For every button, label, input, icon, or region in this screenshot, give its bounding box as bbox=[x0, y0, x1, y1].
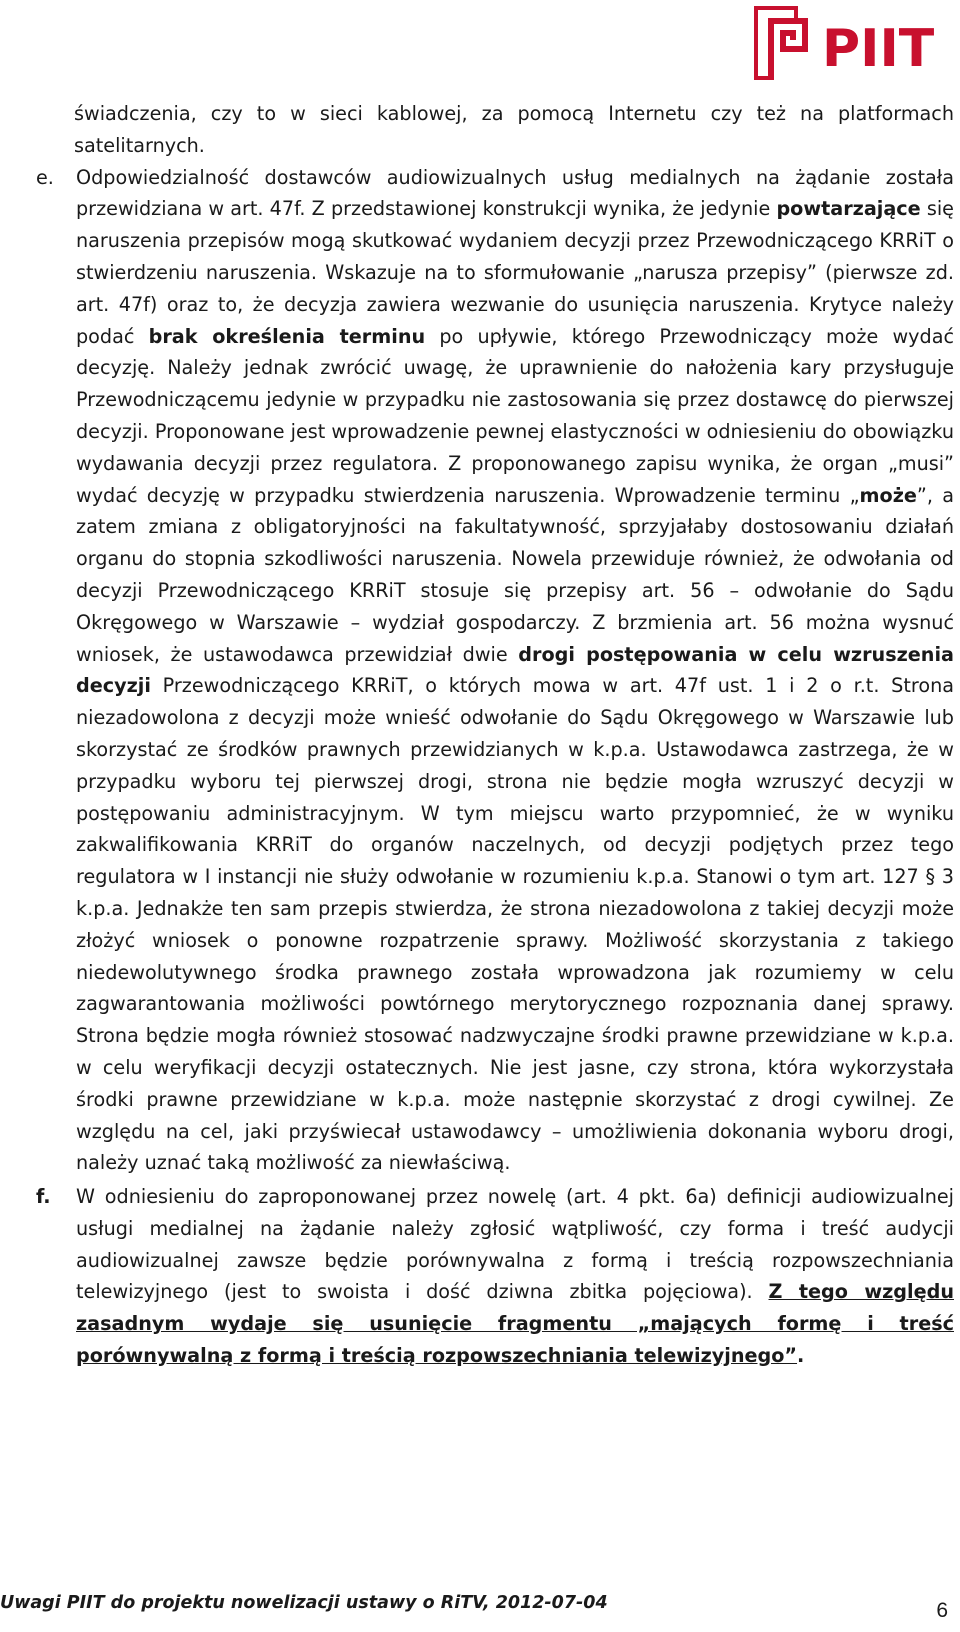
text-segment: ”, a zatem zmiana z obligatoryjności na fakultatywność, sprzyjałaby dostosowaniu działań organu do stopnia szkodliwości naruszenia. Nowela przewiduje również, że odwołania od decyzji Przewodniczącego KRRiT stosuje się przepisy art. 56 – odwołanie do Sądu Okręgowego w Warszawie – wydział gospodarczy. Z brzmienia art. 56 można wysnuć wniosek, że ustawodawca przewidział dwie bbox=[76, 483, 954, 666]
page-number: 6 bbox=[936, 1599, 948, 1622]
piit-logo bbox=[752, 4, 956, 84]
list-item-f-text bbox=[76, 1181, 954, 1372]
logo-wordmark: PIIT bbox=[822, 19, 935, 79]
list-marker-e: e. bbox=[36, 165, 54, 189]
text-segment: się naruszenia przepisów mogą skutkować wydaniem decyzji przez Przewodniczącego KRRiT o stwierdzeniu naruszenia. Wskazuje na to sformułowanie „narusza przepisy” (pierwsze zd. art. 47f) oraz to, że decyzja zawiera wezwanie do usunięcia naruszenia. Krytyce należy podać bbox=[76, 197, 954, 348]
list-item-e bbox=[36, 162, 955, 1180]
document-body bbox=[36, 98, 955, 1372]
page-footer bbox=[0, 1593, 960, 1623]
list-item-e-text bbox=[76, 162, 954, 1180]
text-segment: W odniesieniu do zaproponowanej przez nowelę (art. 4 pkt. 6a) definicji audiowizualnej usługi medialnej na żądanie należy zgłosić wątpliwość, czy forma i treść audycji audiowizualnej zawsze będzie porównywalna z formą i treścią rozpowszechniania telewizyjnego (jest to swoista i dość dziwna zbitka pojęciowa). bbox=[76, 1185, 954, 1304]
text-segment: Przewodniczącego KRRiT, o których mowa w art. 47f ust. 1 i 2 o r.t. Strona niezadowolona z decyzji może wnieść odwołanie do Sądu Okręgowego w Warszawie lub skorzystać ze środków prawnych przewidzianych w k.p.a. Ustawodawca zastrzega, że w przypadku wyboru tej pierwszej drogi, strona nie będzie mogła wzruszyć decyzji w postępowaniu administracyjnym. W tym miejscu warto przypomnieć, że w wyniku zakwalifikowania KRRiT do organów naczelnych, od decyzji podjętych przez tego regulatora w I instancji nie służy odwołanie w rozumieniu k.p.a. Stanowi o tym art. 127 § 3 k.p.a. Jednakże ten sam przepis stwierdza, że strona niezadowolona z takiej decyzji może złożyć wniosek o ponowne rozpatrzenie sprawy. Możliwość skorzystania z takiego niedewolutywnego środka prawnego została wprowadzona jak rozumiemy w celu zagwarantowania możliwości powtórnego merytorycznego rozpoznania danej sprawy. Strona będzie mogła również stosować nadzwyczajne środki prawne przewidziane w k.p.a. w celu weryfikacji decyzji ostatecznych. Nie jest jasne, czy strona, która wykorzystała środki prawne przewidziane w k.p.a. może następnie skorzystać z drogi cywilnej. Ze względu na cel, jaki przyświecał ustawodawcy – umożliwienia dokonania wyboru drogi, należy uznać taką możliwość za niewłaściwą. bbox=[76, 674, 954, 1175]
list-marker-f: f. bbox=[36, 1185, 51, 1209]
text-segment: po upływie, którego Przewodniczący może wydać decyzję. Należy jednak zwrócić uwagę, że uprawnienie do nałożenia kary przysługuje Przewodniczącemu jedynie w przypadku nie zastosowania się przez dostawcę do pierwszej decyzji. Proponowane jest wprowadzenie pewnej elastyczności w odniesieniu do obowiązku wydawania decyzji przez regulatora. Z proponowanego zapisu wynika, że organ „musi” wydać decyzję w przypadku stwierdzenia naruszenia. Wprowadzenie terminu „ bbox=[76, 324, 955, 507]
text-segment: Odpowiedzialność dostawców audiowizualnych usług medialnych na żądanie została przewidziana w art. 47f. Z przedstawionej konstrukcji wynika, że jedynie bbox=[76, 165, 954, 221]
bold-segment: powtarzające bbox=[776, 197, 921, 221]
bold-segment: może bbox=[859, 483, 917, 507]
bold-segment: brak określenia terminu bbox=[148, 324, 426, 348]
underlined-bold-segment: Z tego względu zasadnym wydaje się usunięcie fragmentu „mających formę i treść porównywalną z formą i treścią rozpowszechniania telewizyjnego” bbox=[76, 1280, 954, 1368]
list-item-f bbox=[36, 1181, 954, 1372]
footer-text: Uwagi PIIT do projektu nowelizacji ustawy o RiTV, 2012-07-04 bbox=[0, 1593, 608, 1613]
intro-paragraph: świadczenia, czy to w sieci kablowej, za pomocą Internetu czy też na platformach satelitarnych. bbox=[74, 102, 954, 157]
bold-segment: drogi postępowania w celu wzruszenia decyzji bbox=[76, 642, 954, 698]
bold-segment: . bbox=[797, 1344, 805, 1368]
